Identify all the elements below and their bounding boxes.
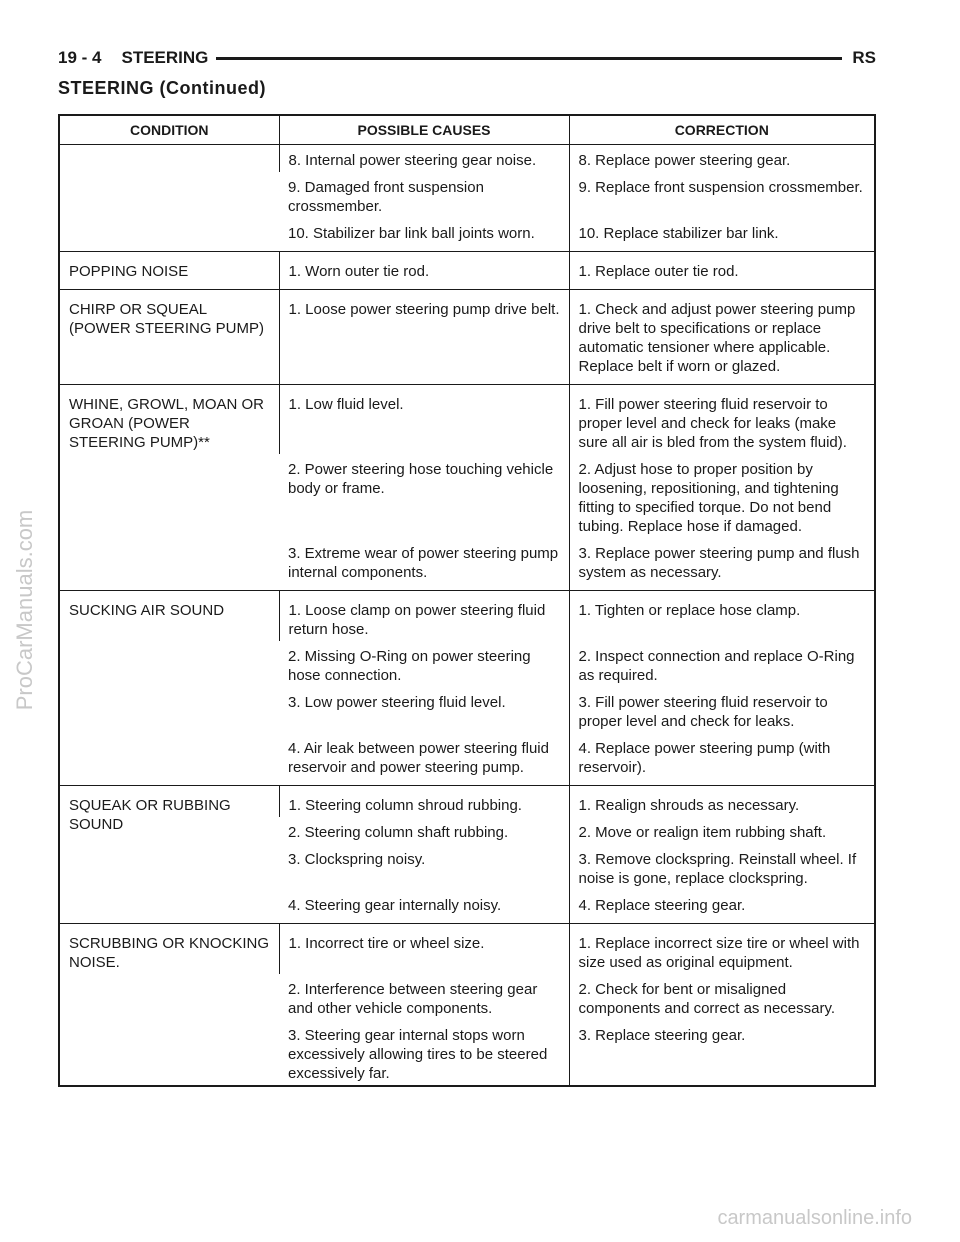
cause-cell: 1. Loose power steering pump drive belt.: [279, 290, 569, 385]
cause-cell: 4. Steering gear internally noisy.: [279, 890, 569, 924]
table-header-row: [59, 115, 875, 145]
correction-cell: 3. Replace steering gear.: [569, 1020, 875, 1086]
diagnosis-table: [58, 114, 876, 1087]
correction-cell: 1. Fill power steering fluid reservoir to proper level and check for leaks (make sure all air is bled from the system fluid).: [569, 385, 875, 455]
cause-cell: 2. Steering column shaft rubbing.: [288, 824, 509, 841]
cause-cell: 1. Incorrect tire or wheel size.: [279, 924, 569, 975]
correction-cell: 1. Tighten or replace hose clamp.: [569, 591, 875, 642]
side-watermark: [5, 420, 45, 800]
cause-cell: 1. Worn outer tie rod.: [279, 252, 569, 290]
side-watermark-text: ProCarManuals.com: [12, 509, 37, 711]
correction-cell: 2. Move or realign item rubbing shaft.: [569, 817, 875, 844]
cause-cell: 3. Extreme wear of power steering pump internal components.: [279, 538, 569, 591]
correction-cell: 3. Replace power steering pump and flush system as necessary.: [569, 538, 875, 591]
correction-cell: 2. Inspect connection and replace O-Ring as required.: [569, 641, 875, 687]
column-header-condition: CONDITION: [59, 115, 279, 145]
condition-cell: SCRUBBING OR KNOCKING NOISE.: [69, 935, 270, 971]
condition-cell: SUCKING AIR SOUND: [59, 591, 279, 786]
cause-cell: 4. Air leak between power steering fluid reservoir and power steering pump.: [279, 733, 569, 786]
page-number: 19 - 4: [58, 48, 102, 67]
condition-cell: [59, 145, 279, 252]
cause-cell: 2. Missing O-Ring on power steering hose connection.: [288, 648, 531, 684]
cause-cell: 2. Interference between steering gear and other vehicle components.: [288, 981, 538, 1017]
condition-cell: SQUEAK OR RUBBING SOUND: [59, 786, 279, 924]
correction-cell: 10. Replace stabilizer bar link.: [569, 218, 875, 252]
section-title: STEERING: [121, 48, 209, 67]
cause-cell: 1. Low fluid level.: [279, 385, 569, 455]
table-row: [59, 591, 875, 642]
cause-cell: 8. Internal power steering gear noise.: [279, 145, 569, 173]
model-code: RS: [852, 48, 876, 67]
correction-cell: 9. Replace front suspension crossmember.: [569, 172, 875, 218]
table-body: [59, 145, 875, 1087]
cause-cell: 9. Damaged front suspension crossmember.: [288, 179, 484, 215]
correction-cell: 8. Replace power steering gear.: [569, 145, 875, 173]
correction-cell: 2. Adjust hose to proper position by loosening, repositioning, and tightening fitting to specified torque. Do not bend tubing. Replace hose if damaged.: [569, 454, 875, 538]
cause-cell: 2. Power steering hose touching vehicle body or frame.: [288, 461, 554, 497]
correction-cell: 1. Replace incorrect size tire or wheel with size used as original equipment.: [569, 924, 875, 975]
correction-cell: 1. Realign shrouds as necessary.: [569, 786, 875, 818]
condition-cell: CHIRP OR SQUEAL (POWER STEERING PUMP): [59, 290, 279, 385]
correction-cell: 1. Replace outer tie rod.: [569, 252, 875, 290]
column-header-correction: CORRECTION: [569, 115, 875, 145]
correction-cell: 4. Replace steering gear.: [569, 890, 875, 924]
correction-cell: 3. Remove clockspring. Reinstall wheel. If noise is gone, replace clockspring.: [569, 844, 875, 890]
condition-cell: WHINE, GROWL, MOAN OR GROAN (POWER STEERING PUMP)**: [59, 385, 279, 591]
correction-cell: 3. Fill power steering fluid reservoir to proper level and check for leaks.: [569, 687, 875, 733]
bottom-watermark: carmanualsonline.info: [717, 1207, 912, 1229]
table-row: [59, 786, 875, 818]
cause-cell: 3. Steering gear internal stops worn excessively allowing tires to be steered excessively far.: [288, 1027, 548, 1082]
table-row: [59, 290, 875, 385]
column-header-causes: POSSIBLE CAUSES: [279, 115, 569, 145]
cause-cell: 3. Clockspring noisy.: [288, 851, 426, 868]
correction-cell: 1. Check and adjust power steering pump drive belt to specifications or replace automatic tensioner where applicable. Replace belt if worn or glazed.: [569, 290, 875, 385]
cause-cell: 1. Steering column shroud rubbing.: [279, 786, 569, 818]
page-header: [58, 46, 876, 70]
cause-cell: 3. Low power steering fluid level.: [288, 694, 506, 711]
header-rule: [216, 57, 842, 60]
table-row: [59, 252, 875, 290]
condition-cell: POPPING NOISE: [59, 252, 279, 290]
page-title: STEERING (Continued): [58, 78, 266, 98]
cause-cell: 1. Loose clamp on power steering fluid return hose.: [279, 591, 569, 642]
correction-cell: 4. Replace power steering pump (with reservoir).: [569, 733, 875, 786]
table-row: [59, 145, 875, 173]
table-row: [59, 385, 875, 455]
cause-cell: 10. Stabilizer bar link ball joints worn.: [279, 218, 569, 252]
correction-cell: 2. Check for bent or misaligned components and correct as necessary.: [569, 974, 875, 1020]
table-row: [59, 924, 875, 975]
